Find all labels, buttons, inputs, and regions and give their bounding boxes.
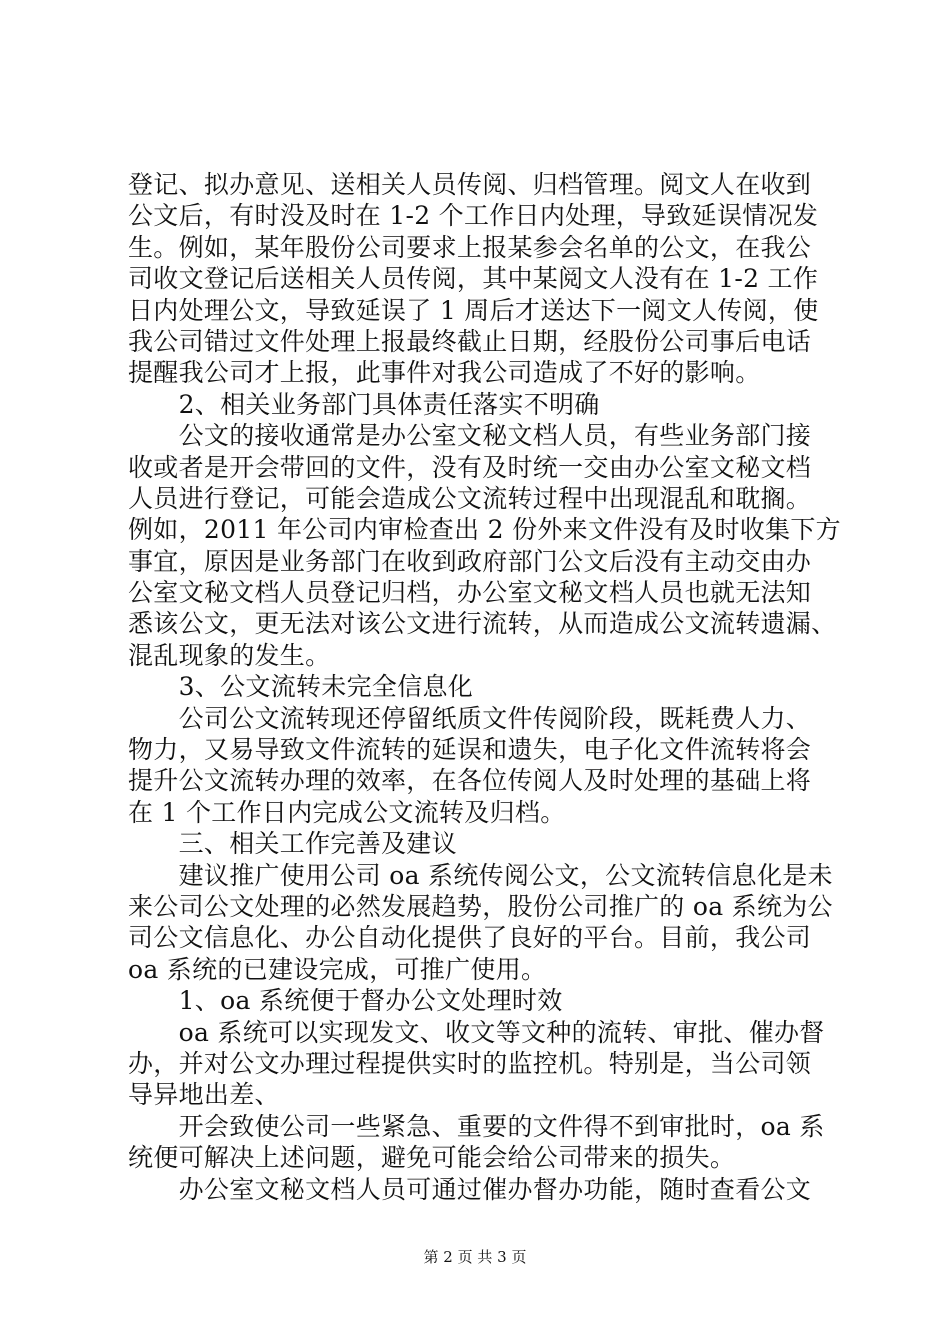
body-line: 事宜，原因是业务部门在收到政府部门公文后没有主动交由办 [128, 546, 812, 576]
section-heading: 3、公文流转未完全信息化 [128, 672, 474, 702]
body-line: 司收文登记后送相关人员传阅，其中某阅文人没有在 1-2 工作 [128, 264, 819, 294]
body-line: 例如，2011 年公司内审检查出 2 份外来文件没有及时收集下方 [128, 515, 841, 545]
body-line: 提醒我公司才上报，此事件对我公司造成了不好的影响。 [128, 358, 761, 388]
body-line: 日内处理公文，导致延误了 1 周后才送达下一阅文人传阅，使 [128, 295, 819, 325]
section-heading: 1、oa 系统便于督办公文处理时效 [128, 986, 563, 1016]
body-line: 混乱现象的发生。 [128, 640, 331, 670]
body-line: 登记、拟办意见、送相关人员传阅、归档管理。阅文人在收到 [128, 170, 812, 199]
body-line: 统便可解决上述问题，避免可能会给公司带来的损失。 [128, 1143, 736, 1173]
page-number-footer: 第 2 页 共 3 页 [423, 1248, 527, 1266]
body-line: 公司公文流转现还停留纸质文件传阅阶段，既耗费人力、 [128, 703, 812, 733]
body-line: 收或者是开会带回的文件，没有及时统一交由办公室文秘文档 [128, 452, 812, 482]
body-line: 提升公文流转办理的效率，在各位传阅人及时处理的基础上将 [128, 766, 812, 796]
body-line: 公文后，有时没及时在 1-2 个工作日内处理，导致延误情况发 [128, 201, 819, 231]
body-line: oa 系统可以实现发文、收文等文种的流转、审批、催办督 [128, 1017, 825, 1047]
body-line: 人员进行登记，可能会造成公文流转过程中出现混乱和耽搁。 [128, 483, 812, 513]
body-line: 在 1 个工作日内完成公文流转及归档。 [128, 797, 566, 827]
body-line: 我公司错过文件处理上报最终截止日期，经股份公司事后电话 [128, 326, 812, 356]
body-line: 公室文秘文档人员登记归档，办公室文秘文档人员也就无法知 [128, 578, 812, 608]
body-line: 生。例如，某年股份公司要求上报某参会名单的公文，在我公 [128, 232, 812, 262]
section-heading: 三、相关工作完善及建议 [128, 829, 457, 859]
body-line: 办，并对公文办理过程提供实时的监控机。特别是，当公司领 [128, 1048, 812, 1078]
section-heading: 2、相关业务部门具体责任落实不明确 [128, 389, 600, 419]
body-line: oa 系统的已建设完成，可推广使用。 [128, 954, 547, 984]
body-line: 悉该公文，更无法对该公文进行流转，从而造成公文流转遗漏、 [128, 609, 837, 639]
body-line: 开会致使公司一些紧急、重要的文件得不到审批时，oa 系 [128, 1111, 825, 1141]
body-line: 导异地出差、 [128, 1080, 280, 1110]
body-line: 司公文信息化、办公自动化提供了良好的平台。目前，我公司 [128, 923, 812, 953]
document-body [128, 169, 840, 1205]
body-line: 来公司公文处理的必然发展趋势，股份公司推广的 oa 系统为公 [128, 891, 833, 921]
body-line: 办公室文秘文档人员可通过催办督办功能，随时查看公文 [128, 1174, 812, 1204]
body-line: 公文的接收通常是办公室文秘文档人员，有些业务部门接 [128, 421, 812, 451]
body-line: 建议推广使用公司 oa 系统传阅公文，公文流转信息化是未 [128, 860, 833, 890]
body-line: 物力，又易导致文件流转的延误和遗失，电子化文件流转将会 [128, 735, 812, 765]
